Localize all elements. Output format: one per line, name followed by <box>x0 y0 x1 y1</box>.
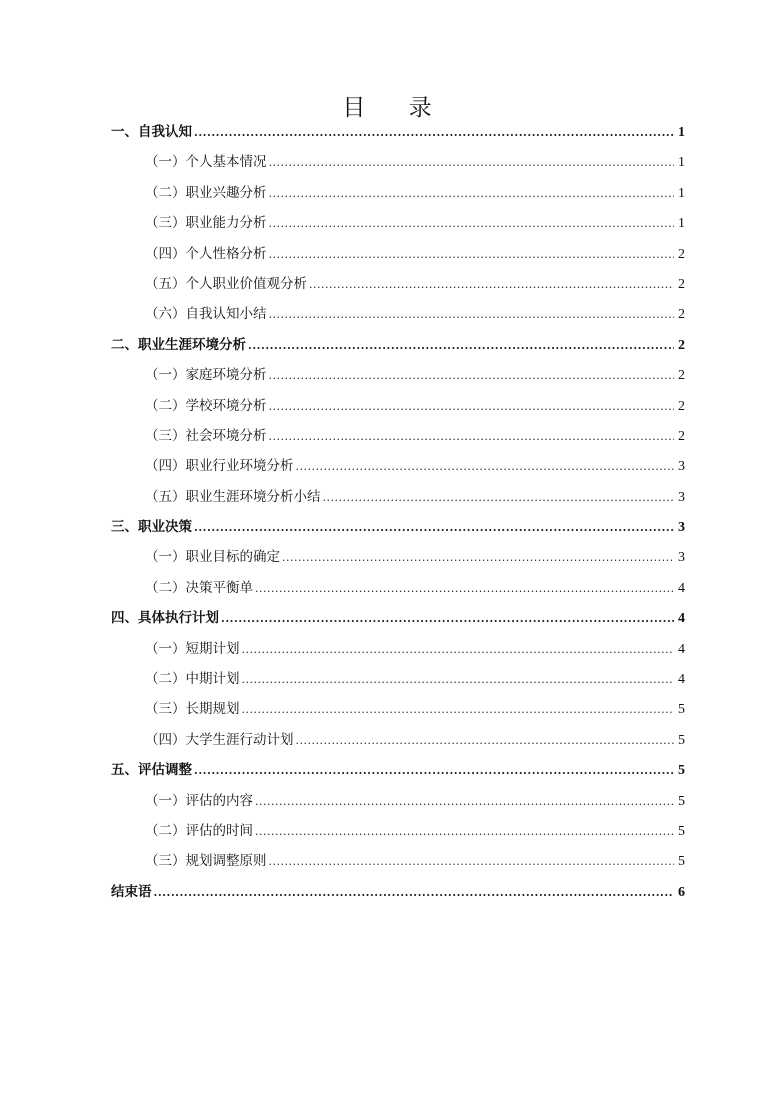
toc-leader-dots <box>309 270 674 300</box>
toc-page-number: 3 <box>678 459 685 475</box>
toc-entry-title: （一）短期计划 <box>145 640 240 657</box>
toc-page-number: 5 <box>678 854 685 870</box>
toc-entry-title: （一）家庭环境分析 <box>145 367 267 384</box>
toc-page-number: 3 <box>678 550 685 566</box>
toc-leader-dots <box>194 513 674 543</box>
toc-entry-title: 一、自我认知 <box>111 124 192 140</box>
toc-section-entry[interactable] <box>111 846 685 876</box>
toc-leader-dots <box>269 209 675 239</box>
toc-entry-title: （二）评估的时间 <box>145 822 253 839</box>
toc-entry-title: 二、职业生涯环境分析 <box>111 336 246 353</box>
toc-section-entry[interactable] <box>111 786 685 816</box>
toc-page-number: 1 <box>678 155 685 171</box>
toc-chapter-entry[interactable] <box>111 877 685 907</box>
toc-entry-title: （二）决策平衡单 <box>145 579 253 596</box>
toc-section-entry[interactable] <box>111 816 685 846</box>
toc-leader-dots <box>255 787 674 817</box>
toc-page-number: 3 <box>678 489 685 505</box>
toc-entry-title: （五）职业生涯环境分析小结 <box>145 488 321 505</box>
toc-section-entry[interactable] <box>111 725 685 755</box>
toc-leader-dots <box>269 179 675 209</box>
toc-entry-title: （二）职业兴趣分析 <box>145 184 267 201</box>
toc-leader-dots <box>269 361 675 391</box>
toc-leader-dots <box>269 847 675 877</box>
toc-entry-title: （一）个人基本情况 <box>145 154 267 171</box>
toc-section-entry[interactable] <box>111 482 685 512</box>
toc-section-entry[interactable] <box>111 634 685 664</box>
toc-entry-title: （四）大学生涯行动计划 <box>145 731 294 748</box>
toc-page-number: 1 <box>678 185 685 201</box>
toc-section-entry[interactable] <box>111 573 685 603</box>
toc-chapter-entry[interactable] <box>111 755 685 785</box>
toc-chapter-entry[interactable] <box>111 330 685 360</box>
toc-entry-title: （六）自我认知小结 <box>145 306 267 323</box>
toc-chapter-entry[interactable] <box>111 603 685 633</box>
toc-leader-dots <box>248 331 674 361</box>
toc-section-entry[interactable] <box>111 664 685 694</box>
toc-leader-dots <box>154 878 675 908</box>
toc-entry-title: 三、职业决策 <box>111 519 192 536</box>
toc-leader-dots <box>242 695 675 725</box>
toc-entry-title: （一）职业目标的确定 <box>145 549 280 566</box>
toc-entry-title: （三）规划调整原则 <box>145 853 267 870</box>
toc-page-number: 2 <box>678 368 685 384</box>
toc-page-number: 5 <box>678 823 685 839</box>
toc-page-number: 5 <box>678 763 685 779</box>
toc-section-entry[interactable] <box>111 208 685 238</box>
toc-page-number: 2 <box>678 246 685 262</box>
toc-section-entry[interactable] <box>111 269 685 299</box>
toc-leader-dots <box>269 300 675 330</box>
toc-leader-dots <box>242 665 675 695</box>
toc-page-number: 2 <box>678 307 685 323</box>
toc-page-number: 6 <box>678 884 685 900</box>
toc-section-entry[interactable] <box>111 391 685 421</box>
toc-entry-title: （三）职业能力分析 <box>145 215 267 232</box>
toc-page-number: 1 <box>678 216 685 232</box>
toc-leader-dots <box>269 392 675 422</box>
toc-leader-dots <box>269 148 675 178</box>
toc-leader-dots <box>255 574 674 604</box>
toc-entry-title: （二）学校环境分析 <box>145 397 267 414</box>
toc-page-number: 4 <box>678 672 685 688</box>
toc-entry-title: （四）个人性格分析 <box>145 245 267 262</box>
toc-section-entry[interactable] <box>111 239 685 269</box>
toc-leader-dots <box>282 543 674 573</box>
toc-page-number: 4 <box>678 580 685 596</box>
toc-page-number: 5 <box>678 732 685 748</box>
toc-leader-dots <box>221 604 674 634</box>
toc-entry-title: （四）职业行业环境分析 <box>145 458 294 475</box>
toc-leader-dots <box>255 817 674 847</box>
toc-entry-title: （五）个人职业价值观分析 <box>145 275 307 292</box>
toc-page-number: 3 <box>678 520 685 536</box>
toc-page-number: 4 <box>678 611 685 627</box>
toc-section-entry[interactable] <box>111 360 685 390</box>
toc-entry-title: 四、具体执行计划 <box>111 610 219 627</box>
page-title: 目 录 <box>342 95 450 121</box>
toc-leader-dots <box>269 240 675 270</box>
toc-chapter-entry[interactable] <box>111 512 685 542</box>
toc-leader-dots <box>194 118 674 148</box>
toc-page-number: 2 <box>678 276 685 292</box>
toc-section-entry[interactable] <box>111 178 685 208</box>
toc-section-entry[interactable] <box>111 542 685 572</box>
toc-leader-dots <box>269 422 675 452</box>
toc-entry-title: （一）评估的内容 <box>145 792 253 809</box>
toc-section-entry[interactable] <box>111 299 685 329</box>
toc-section-entry[interactable] <box>111 421 685 451</box>
toc-leader-dots <box>242 635 675 665</box>
toc-entry-title: 五、评估调整 <box>111 762 192 779</box>
toc-section-entry[interactable] <box>111 694 685 724</box>
toc-chapter-entry[interactable] <box>111 117 685 147</box>
toc-leader-dots <box>323 483 675 513</box>
toc-page-number: 2 <box>678 398 685 414</box>
toc-entry-title: （二）中期计划 <box>145 671 240 688</box>
toc-page-number: 4 <box>678 641 685 657</box>
table-of-contents <box>111 117 685 907</box>
toc-entry-title: 结束语 <box>111 883 152 900</box>
toc-entry-title: （三）社会环境分析 <box>145 427 267 444</box>
toc-page-number: 5 <box>678 793 685 809</box>
toc-leader-dots <box>194 756 674 786</box>
toc-section-entry[interactable] <box>111 451 685 481</box>
toc-entry-title: （三）长期规划 <box>145 701 240 718</box>
toc-leader-dots <box>296 726 675 756</box>
toc-page-number: 1 <box>678 125 685 140</box>
toc-leader-dots <box>296 452 675 482</box>
toc-page-number: 2 <box>678 428 685 444</box>
toc-section-entry[interactable] <box>111 147 685 177</box>
toc-page-number: 2 <box>678 337 685 353</box>
toc-page-number: 5 <box>678 702 685 718</box>
